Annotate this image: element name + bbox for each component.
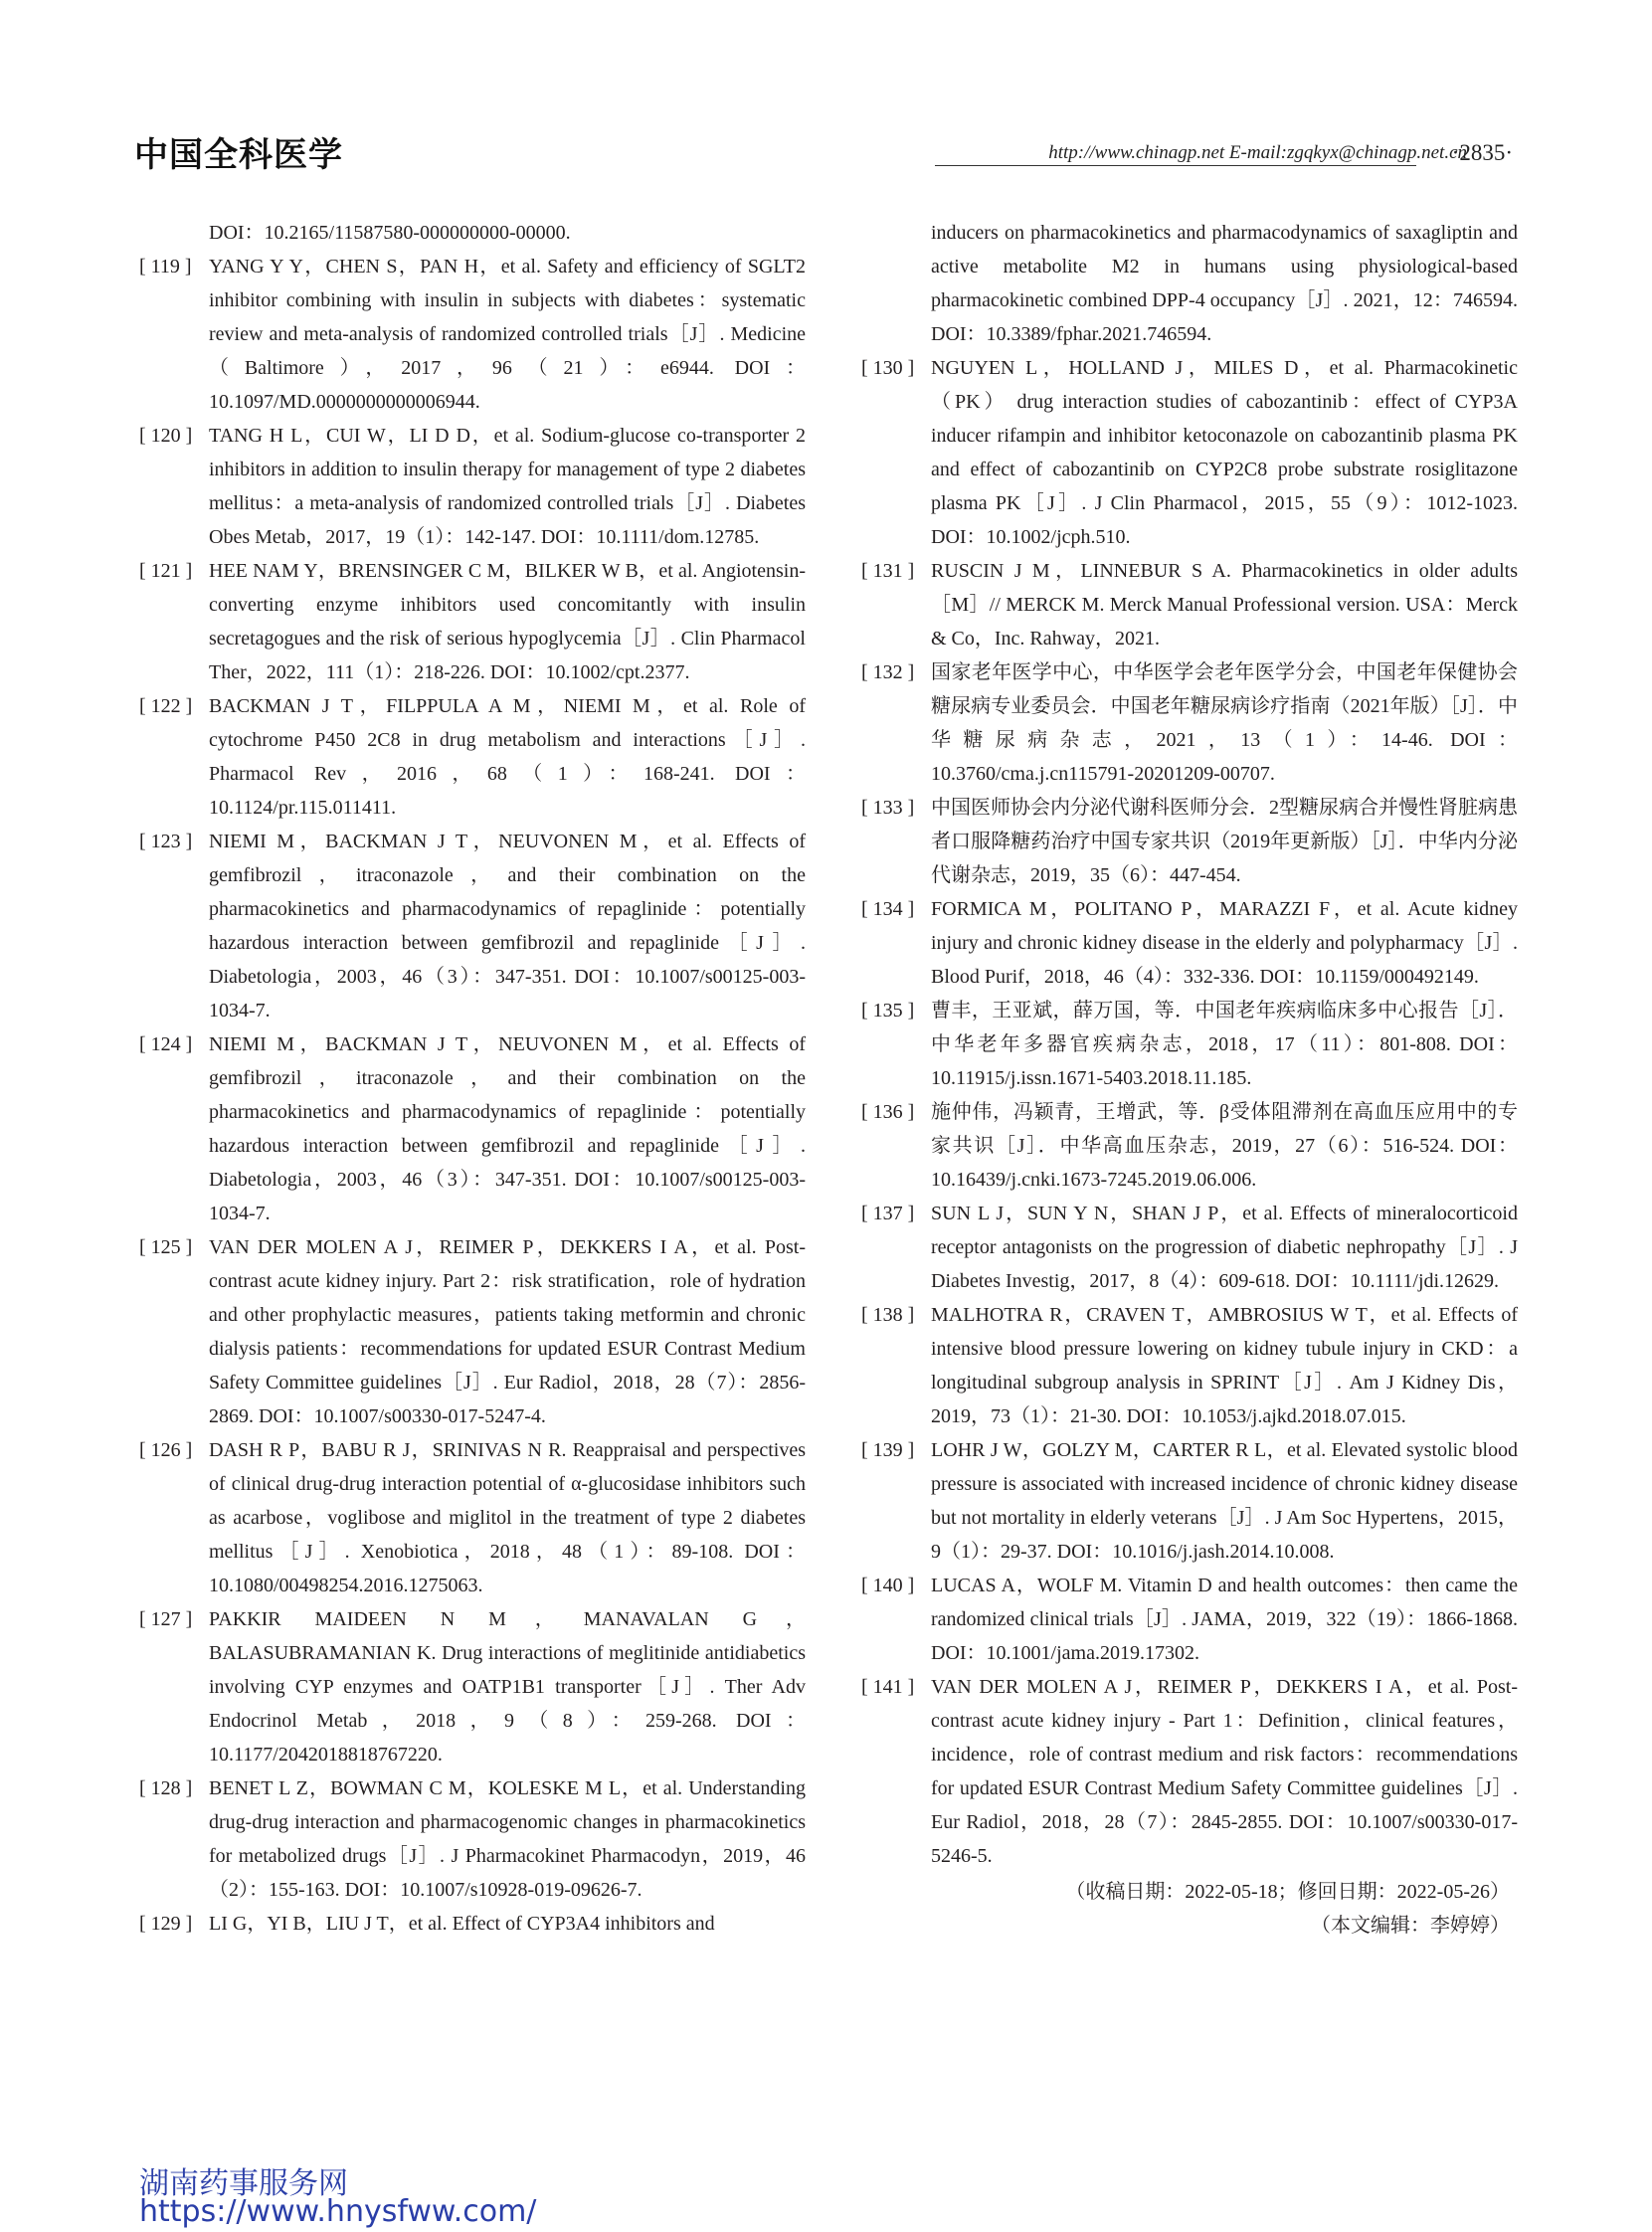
reference-entry — [139, 419, 806, 554]
references-right-column — [861, 216, 1518, 1943]
reference-number: [ 130 ] — [861, 357, 915, 379]
reference-text: HEE NAM Y，BRENSINGER C M，BILKER W B，et al. Angiotensin-converting enzyme inhibitors used concomitantly with insulin secretagogues and the risk of serious hypoglycemia［J］. Clin Pharmacol Ther，2022，111（1）：218-226. DOI：10.1002/cpt.2377. — [209, 560, 806, 683]
reference-number: [ 120 ] — [139, 425, 193, 447]
reference-text: NIEMI M，BACKMAN J T，NEUVONEN M，et al. Effects of gemfibrozil，itraconazole，and their combination on the pharmacokinetics and pharmacodynamics of repaglinide：potentially hazardous interaction between gemfibrozil and repaglinide［J］. Diabetologia，2003，46（3）：347-351. DOI：10.1007/s00125-003-1034-7. — [209, 831, 806, 1022]
reference-entry — [139, 1230, 806, 1433]
reference-entry — [861, 994, 1518, 1095]
reference-entry — [861, 1095, 1518, 1197]
reference-number: [ 119 ] — [139, 256, 192, 278]
reference-text: BENET L Z，BOWMAN C M，KOLESKE M L，et al. Understanding drug-drug interaction and pharmacogenomic changes in pharmacokinetics for metabolized drugs［J］. J Pharmacokinet Pharmacodyn，2019，46（2）：155-163. DOI：10.1007/s10928-019-09626-7. — [209, 1777, 806, 1901]
reference-entry — [139, 1771, 806, 1907]
reference-number: [ 124 ] — [139, 1033, 193, 1055]
reference-entry — [139, 1907, 806, 1941]
reference-entry — [139, 1027, 806, 1230]
reference-entry — [861, 351, 1518, 554]
reference-text: 中国医师协会内分泌代谢科医师分会．2型糖尿病合并慢性肾脏病患者口服降糖药治疗中国专家共识（2019年更新版）［J］．中华内分泌代谢杂志，2019，35（6）：447-454. — [931, 797, 1518, 886]
reference-entry — [861, 655, 1518, 791]
reference-text: NIEMI M，BACKMAN J T，NEUVONEN M，et al. Effects of gemfibrozil，itraconazole，and their combination on the pharmacokinetics and pharmacodynamics of repaglinide：potentially hazardous interaction between gemfibrozil and repaglinide［J］. Diabetologia，2003，46（3）：347-351. DOI：10.1007/s00125-003-1034-7. — [209, 1033, 806, 1224]
reference-text: NGUYEN L，HOLLAND J，MILES D，et al. Pharmacokinetic（PK） drug interaction studies of cabozantinib：effect of CYP3A inducer rifampin and inhibitor ketoconazole on cabozantinib plasma PK and effect of cabozantinib on CYP2C8 probe substrate rosiglitazone plasma PK［J］. J Clin Pharmacol，2015，55（9）：1012-1023. DOI：10.1002/jcph.510. — [931, 357, 1518, 548]
reference-text: SUN L J，SUN Y N，SHAN J P，et al. Effects of mineralocorticoid receptor antagonists on the progression of diabetic nephropathy［J］. J Diabetes Investig，2017，8（4）：609-618. DOI：10.1111/jdi.12629. — [931, 1203, 1518, 1292]
reference-number: [ 128 ] — [139, 1777, 193, 1799]
reference-text: DASH R P，BABU R J，SRINIVAS N R. Reappraisal and perspectives of clinical drug-drug interaction potential of α-glucosidase inhibitors such as acarbose，voglibose and miglitol in the treatment of type 2 diabetes mellitus［J］. Xenobiotica，2018，48（1）：89-108. DOI：10.1080/00498254.2016.1275063. — [209, 1439, 806, 1596]
reference-text: LI G，YI B，LIU J T，et al. Effect of CYP3A4 inhibitors and — [209, 1913, 715, 1935]
reference-text: 曹丰，王亚斌，薛万国，等．中国老年疾病临床多中心报告［J］．中华老年多器官疾病杂志，2018，17（11）：801-808. DOI：10.11915/j.issn.1671-5403.2018.11.185. — [931, 1000, 1518, 1089]
reference-number: [ 133 ] — [861, 797, 915, 819]
references-left-column — [139, 216, 806, 1941]
reference-text: LOHR J W，GOLZY M，CARTER R L，et al. Elevated systolic blood pressure is associated with increased incidence of chronic kidney disease but not mortality in elderly veterans［J］. J Am Soc Hypertens，2015，9（1）：29-37. DOI：10.1016/j.jash.2014.10.008. — [931, 1439, 1518, 1563]
reference-number: [ 137 ] — [861, 1203, 915, 1224]
reference-entry — [861, 892, 1518, 994]
reference-entry — [139, 554, 806, 689]
reference-text: DOI：10.2165/11587580-000000000-00000. — [209, 222, 571, 244]
reference-text: RUSCIN J M，LINNEBUR S A. Pharmacokinetics in older adults［M］// MERCK M. Merck Manual Professional version. USA：Merck & Co，Inc. Rahway，2021. — [931, 560, 1518, 650]
reference-entry — [861, 1197, 1518, 1298]
reference-text: LUCAS A，WOLF M. Vitamin D and health outcomes：then came the randomized clinical trials［J］. JAMA，2019，322（19）：1866-1868. DOI：10.1001/jama.2019.17302. — [931, 1575, 1518, 1664]
reference-continuation — [861, 216, 1518, 351]
editor-note: （本文编辑：李婷婷） — [1311, 1915, 1510, 1937]
reference-entry — [139, 825, 806, 1027]
reference-text: MALHOTRA R，CRAVEN T，AMBROSIUS W T，et al. Effects of intensive blood pressure lowering on kidney tubule injury in CKD：a longitudinal subgroup analysis in SPRINT［J］. Am J Kidney Dis，2019，73（1）：21-30. DOI：10.1053/j.ajkd.2018.07.015. — [931, 1304, 1518, 1427]
reference-number: [ 126 ] — [139, 1439, 193, 1461]
reference-entry — [139, 250, 806, 419]
reference-entry — [861, 1298, 1518, 1433]
reference-entry — [861, 791, 1518, 892]
reference-text: PAKKIR MAIDEEN N M，MANAVALAN G，BALASUBRAMANIAN K. Drug interactions of meglitinide antidiabetics involving CYP enzymes and OATP1B1 transporter［J］. Ther Adv Endocrinol Metab，2018，9（8）：259-268. DOI：10.1177/2042018818767220. — [209, 1608, 806, 1766]
reference-number: [ 125 ] — [139, 1236, 193, 1258]
reference-entry — [861, 1569, 1518, 1670]
reference-number: [ 134 ] — [861, 898, 915, 920]
reference-list — [861, 351, 1518, 1873]
reference-number: [ 141 ] — [861, 1676, 915, 1698]
reference-continuation — [139, 216, 806, 250]
reference-entry — [139, 1602, 806, 1771]
reference-text: VAN DER MOLEN A J，REIMER P，DEKKERS I A，et al. Post-contrast acute kidney injury - Part 1：Definition，clinical features，incidence，role of contrast medium and risk factors：recommendations for updated ESUR Contrast Medium Safety Committee guidelines［J］. Eur Radiol，2018，28（7）：2845-2855. DOI：10.1007/s00330-017-5246-5. — [931, 1676, 1518, 1867]
reference-number: [ 139 ] — [861, 1439, 915, 1461]
header-divider — [935, 165, 1416, 166]
reference-number: [ 131 ] — [861, 560, 915, 582]
reference-entry — [861, 554, 1518, 655]
watermark-url-link[interactable]: https://www.hnysfww.com/ — [139, 2194, 537, 2229]
reference-text: FORMICA M，POLITANO P，MARAZZI F，et al. Acute kidney injury and chronic kidney disease in the elderly and polypharmacy［J］. Blood Purif，2018，46（4）：332-336. DOI：10.1159/000492149. — [931, 898, 1518, 988]
reference-number: [ 132 ] — [861, 661, 915, 683]
reference-number: [ 122 ] — [139, 695, 193, 717]
journal-logo: 中国全科医学 — [134, 135, 343, 175]
reference-entry — [861, 1670, 1518, 1873]
reference-number: [ 138 ] — [861, 1304, 915, 1326]
reference-number: [ 135 ] — [861, 1000, 915, 1022]
journal-contact: http://www.chinagp.net E-mail:zgqkyx@chinagp.net.cn — [1048, 142, 1467, 163]
reference-text: VAN DER MOLEN A J，REIMER P，DEKKERS I A，et al. Post-contrast acute kidney injury. Part 2：risk stratification，role of hydration and other prophylactic measures，patients taking metformin and chronic dialysis patients：recommendations for updated ESUR Contrast Medium Safety Committee guidelines［J］. Eur Radiol，2018，28（7）：2856-2869. DOI：10.1007/s00330-017-5247-4. — [209, 1236, 806, 1427]
reference-number: [ 123 ] — [139, 831, 193, 852]
reference-number: [ 140 ] — [861, 1575, 915, 1596]
reference-entry — [861, 1433, 1518, 1569]
reference-text: BACKMAN J T，FILPPULA A M，NIEMI M，et al. Role of cytochrome P450 2C8 in drug metabolism and interactions［J］. Pharmacol Rev，2016，68（1）：168-241. DOI：10.1124/pr.115.011411. — [209, 695, 806, 819]
reference-number: [ 121 ] — [139, 560, 193, 582]
reference-text: 施仲伟，冯颖青，王增武，等．β受体阻滞剂在高血压应用中的专家共识［J］．中华高血压杂志，2019，27（6）：516-524. DOI：10.16439/j.cnki.1673-7245.2019.06.006. — [931, 1101, 1518, 1191]
reference-text: TANG H L，CUI W，LI D D，et al. Sodium-glucose co-transporter 2 inhibitors in addition to insulin therapy for management of type 2 diabetes mellitus：a meta-analysis of randomized controlled trials［J］. Diabetes Obes Metab，2017，19（1）：142-147. DOI：10.1111/dom.12785. — [209, 425, 806, 548]
reference-number: [ 129 ] — [139, 1913, 193, 1935]
reference-number: [ 136 ] — [861, 1101, 915, 1123]
reference-entry — [139, 1433, 806, 1602]
reference-text: YANG Y Y，CHEN S，PAN H，et al. Safety and efficiency of SGLT2 inhibitor combining with insulin in subjects with diabetes：systematic review and meta-analysis of randomized controlled trials［J］. Medicine （Baltimore），2017，96（21）：e6944. DOI：10.1097/MD.0000000000006944. — [209, 256, 806, 413]
received-dates: （收稿日期：2022-05-18；修回日期：2022-05-26） — [1065, 1881, 1510, 1903]
reference-list — [139, 250, 806, 1941]
reference-text: 国家老年医学中心，中华医学会老年医学分会，中国老年保健协会糖尿病专业委员会．中国老年糖尿病诊疗指南（2021年版）［J］．中华糖尿病杂志，2021，13（1）：14-46. DOI：10.3760/cma.j.cn115791-20201209-00707. — [931, 661, 1518, 785]
reference-number: [ 127 ] — [139, 1608, 193, 1630]
watermark-site-name: 湖南药事服务网 — [139, 2166, 348, 2201]
reference-text: inducers on pharmacokinetics and pharmacodynamics of saxagliptin and active metabolite M2 in humans using physiological-based pharmacokinetic combined DPP-4 occupancy［J］. 2021，12：746594. DOI：10.3389/fphar.2021.746594. — [931, 222, 1518, 345]
reference-entry — [139, 689, 806, 825]
page-number: ·2835· — [1451, 140, 1513, 165]
